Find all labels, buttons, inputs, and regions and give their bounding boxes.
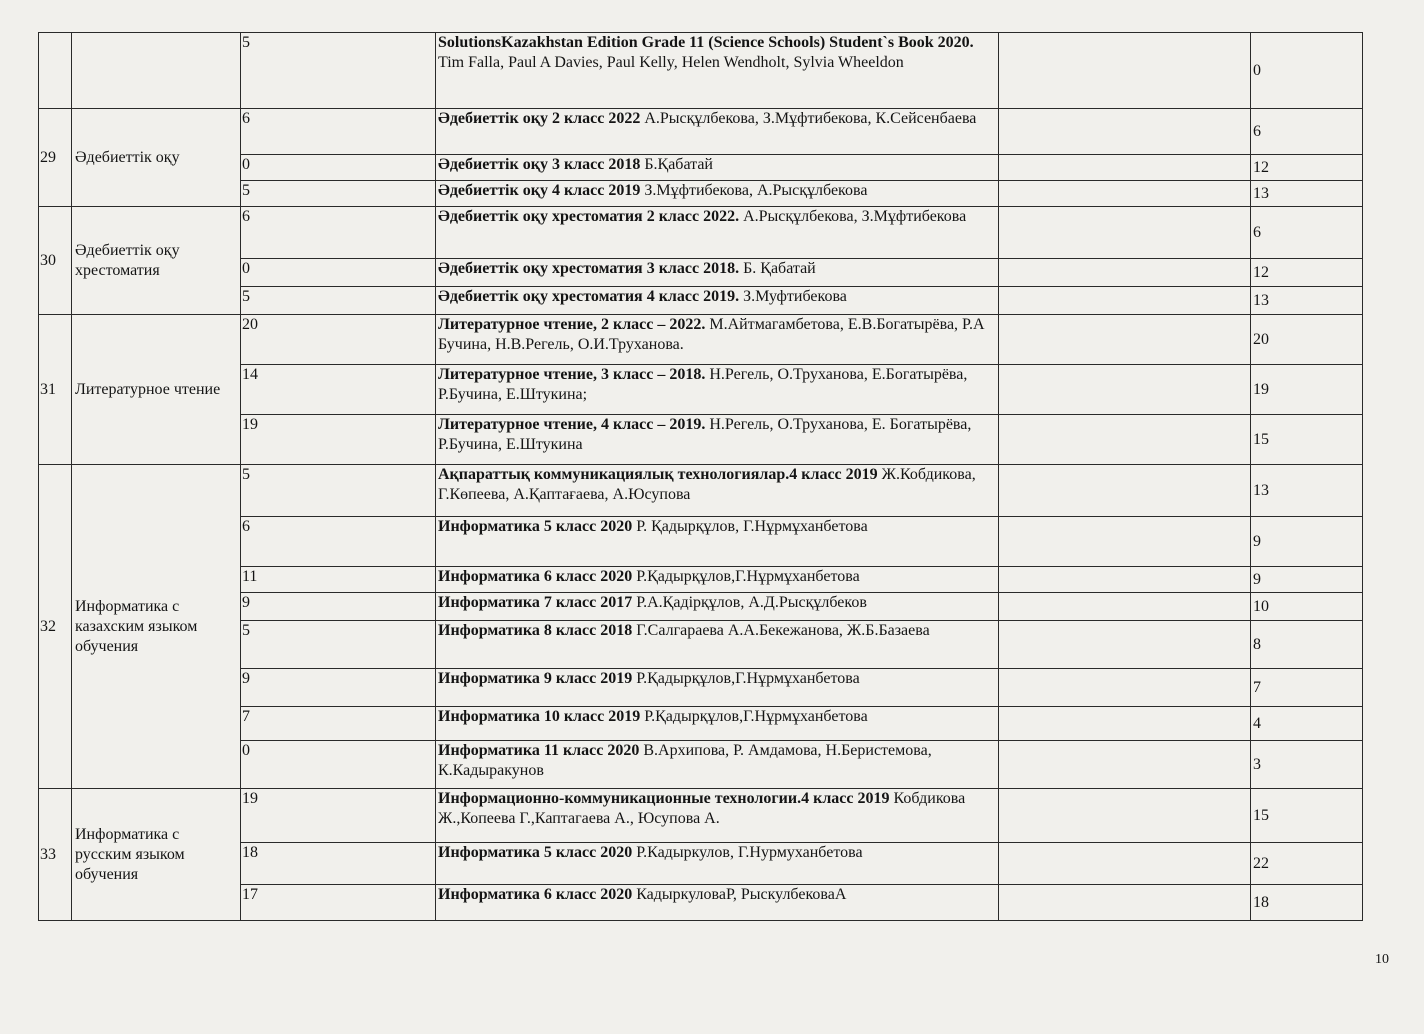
- book-authors: З.Муфтибекова: [739, 288, 847, 305]
- empty-cell: [999, 669, 1251, 707]
- quantity-cell: 9: [241, 669, 436, 707]
- quantity-cell: 9: [241, 593, 436, 621]
- book-title: Информатика 5 класс 2020: [438, 518, 633, 535]
- book-authors: М.Айтмагамбетова, Е.В.Богатырёва, Р.А Бучина, Н.В.Регель, О.И.Труханова.: [438, 316, 985, 353]
- book-title: Информатика 6 класс 2020: [438, 568, 633, 585]
- quantity-cell: 11: [241, 567, 436, 593]
- quantity-cell: 20: [241, 315, 436, 365]
- book-authors: Р.Қадырқұлов,Г.Нұрмұханбетова: [640, 708, 868, 725]
- total-cell: 22: [1251, 843, 1363, 885]
- total-cell: 7: [1251, 669, 1363, 707]
- book-title: Информатика 10 класс 2019: [438, 708, 641, 725]
- subject-cell: Литературное чтение: [72, 315, 241, 465]
- total-cell: 15: [1251, 789, 1363, 843]
- page-number: 10: [1375, 952, 1389, 967]
- book-authors: Tim Falla, Paul A Davies, Paul Kelly, Helen Wendholt, Sylvia Wheeldon: [438, 54, 904, 71]
- book-authors: Ж.Кобдикова, Г.Көпеева, А.Қаптағаева, А.Юсупова: [438, 466, 976, 503]
- total-cell: 6: [1251, 109, 1363, 155]
- book-authors: З.Мұфтибекова, А.Рысқұлбекова: [640, 182, 868, 199]
- row-number-cell: [39, 33, 72, 109]
- empty-cell: [999, 287, 1251, 315]
- book-cell: [436, 517, 999, 567]
- quantity-cell: 19: [241, 415, 436, 465]
- book-cell: [436, 207, 999, 259]
- textbook-table: [38, 32, 1363, 921]
- quantity-cell: 18: [241, 843, 436, 885]
- book-title: Әдебиеттік оқу хрестоматия 4 класс 2019.: [438, 288, 740, 305]
- book-title: Литературное чтение, 3 класс – 2018.: [438, 366, 706, 383]
- table-row: [39, 315, 1363, 365]
- total-cell: 6: [1251, 207, 1363, 259]
- subject-cell: Әдебиеттік оқу хрестоматия: [72, 207, 241, 315]
- book-title: Әдебиеттік оқу хрестоматия 3 класс 2018.: [438, 260, 740, 277]
- empty-cell: [999, 33, 1251, 109]
- book-cell: [436, 315, 999, 365]
- total-cell: 19: [1251, 365, 1363, 415]
- book-title: Әдебиеттік оқу 2 класс 2022: [438, 110, 641, 127]
- book-authors: Н.Регель, О.Труханова, Е.Богатырёва, Р.Бучина, Е.Штукина;: [438, 366, 968, 403]
- empty-cell: [999, 621, 1251, 669]
- book-cell: [436, 789, 999, 843]
- total-cell: 13: [1251, 181, 1363, 207]
- empty-cell: [999, 109, 1251, 155]
- empty-cell: [999, 593, 1251, 621]
- row-number-cell: 30: [39, 207, 72, 315]
- total-cell: 12: [1251, 259, 1363, 287]
- book-cell: [436, 33, 999, 109]
- book-cell: [436, 109, 999, 155]
- book-cell: [436, 155, 999, 181]
- book-title: Информатика 6 класс 2020: [438, 886, 633, 903]
- empty-cell: [999, 365, 1251, 415]
- total-cell: 18: [1251, 885, 1363, 921]
- empty-cell: [999, 567, 1251, 593]
- quantity-cell: 5: [241, 33, 436, 109]
- book-authors: Б.Қабатай: [640, 156, 713, 173]
- book-title: Информатика 8 класс 2018: [438, 622, 633, 639]
- total-cell: 10: [1251, 593, 1363, 621]
- quantity-cell: 6: [241, 207, 436, 259]
- book-title: Әдебиеттік оқу 4 класс 2019: [438, 182, 641, 199]
- empty-cell: [999, 789, 1251, 843]
- book-title: Ақпараттық коммуникациялық технологиялар.4 класс 2019: [438, 466, 878, 483]
- total-cell: 3: [1251, 741, 1363, 789]
- quantity-cell: 5: [241, 621, 436, 669]
- total-cell: 12: [1251, 155, 1363, 181]
- quantity-cell: 5: [241, 465, 436, 517]
- book-cell: [436, 885, 999, 921]
- book-cell: [436, 181, 999, 207]
- quantity-cell: 17: [241, 885, 436, 921]
- total-cell: 9: [1251, 567, 1363, 593]
- book-cell: [436, 741, 999, 789]
- quantity-cell: 6: [241, 109, 436, 155]
- book-cell: [436, 287, 999, 315]
- book-authors: А.Рысқұлбекова, З.Мұфтибекова: [739, 208, 967, 225]
- book-authors: Р. Қадырқұлов, Г.Нұрмұханбетова: [632, 518, 868, 535]
- book-cell: [436, 465, 999, 517]
- total-cell: 13: [1251, 287, 1363, 315]
- book-authors: КадыркуловаР, РыскулбековаА: [632, 886, 847, 903]
- book-authors: А.Рысқұлбекова, З.Мұфтибекова, К.Сейсенбаева: [640, 110, 977, 127]
- subject-cell: Информатика с казахским языком обучения: [72, 465, 241, 789]
- quantity-cell: 19: [241, 789, 436, 843]
- total-cell: 9: [1251, 517, 1363, 567]
- quantity-cell: 0: [241, 259, 436, 287]
- total-cell: 4: [1251, 707, 1363, 741]
- subject-cell: Информатика с русским языком обучения: [72, 789, 241, 921]
- book-authors: Н.Регель, О.Труханова, Е. Богатырёва, Р.Бучина, Е.Штукина: [438, 416, 972, 453]
- empty-cell: [999, 885, 1251, 921]
- book-title: Информационно-коммуникационные технологии.4 класс 2019: [438, 790, 890, 807]
- table-row: [39, 789, 1363, 843]
- book-authors: Р.Кадыркулов, Г.Нурмуханбетова: [632, 844, 863, 861]
- book-title: Литературное чтение, 4 класс – 2019.: [438, 416, 706, 433]
- empty-cell: [999, 843, 1251, 885]
- book-authors: Г.Салгараева А.А.Бекежанова, Ж.Б.Базаева: [632, 622, 930, 639]
- book-authors: В.Архипова, Р. Амдамова, Н.Беристемова, К.Кадыракунов: [438, 742, 932, 779]
- quantity-cell: 0: [241, 155, 436, 181]
- row-number-cell: 33: [39, 789, 72, 921]
- book-authors: Кобдикова Ж.,Копеева Г.,Каптагаева А., Юсупова А.: [438, 790, 966, 827]
- empty-cell: [999, 517, 1251, 567]
- row-number-cell: 31: [39, 315, 72, 465]
- table-row: [39, 109, 1363, 155]
- empty-cell: [999, 155, 1251, 181]
- book-title: Әдебиеттік оқу хрестоматия 2 класс 2022.: [438, 208, 740, 225]
- total-cell: 13: [1251, 465, 1363, 517]
- book-cell: [436, 707, 999, 741]
- total-cell: 15: [1251, 415, 1363, 465]
- table-row: [39, 207, 1363, 259]
- total-cell: 0: [1251, 33, 1363, 109]
- empty-cell: [999, 415, 1251, 465]
- quantity-cell: 6: [241, 517, 436, 567]
- book-title: Информатика 9 класс 2019: [438, 670, 633, 687]
- total-cell: 20: [1251, 315, 1363, 365]
- book-authors: Р.А.Қадірқұлов, А.Д.Рысқұлбеков: [632, 594, 867, 611]
- empty-cell: [999, 259, 1251, 287]
- table-row: [39, 33, 1363, 109]
- table-body: [39, 33, 1363, 921]
- empty-cell: [999, 315, 1251, 365]
- quantity-cell: 7: [241, 707, 436, 741]
- book-authors: Б. Қабатай: [739, 260, 816, 277]
- book-cell: [436, 567, 999, 593]
- book-title: Информатика 5 класс 2020: [438, 844, 633, 861]
- book-title: Литературное чтение, 2 класс – 2022.: [438, 316, 706, 333]
- book-title: Әдебиеттік оқу 3 класс 2018: [438, 156, 641, 173]
- book-cell: [436, 669, 999, 707]
- book-authors: Р.Қадырқұлов,Г.Нұрмұханбетова: [632, 568, 860, 585]
- subject-cell: [72, 33, 241, 109]
- quantity-cell: 0: [241, 741, 436, 789]
- empty-cell: [999, 181, 1251, 207]
- book-cell: [436, 415, 999, 465]
- book-title: SolutionsKazakhstan Edition Grade 11 (Science Schools) Student`s Book 2020.: [438, 34, 974, 51]
- empty-cell: [999, 207, 1251, 259]
- quantity-cell: 5: [241, 287, 436, 315]
- book-cell: [436, 621, 999, 669]
- quantity-cell: 14: [241, 365, 436, 415]
- empty-cell: [999, 465, 1251, 517]
- book-title: Информатика 7 класс 2017: [438, 594, 633, 611]
- book-authors: Р.Қадырқұлов,Г.Нұрмұханбетова: [632, 670, 860, 687]
- book-title: Информатика 11 класс 2020: [438, 742, 640, 759]
- empty-cell: [999, 741, 1251, 789]
- book-cell: [436, 593, 999, 621]
- row-number-cell: 32: [39, 465, 72, 789]
- total-cell: 8: [1251, 621, 1363, 669]
- row-number-cell: 29: [39, 109, 72, 207]
- book-cell: [436, 365, 999, 415]
- empty-cell: [999, 707, 1251, 741]
- quantity-cell: 5: [241, 181, 436, 207]
- book-cell: [436, 843, 999, 885]
- table-row: [39, 465, 1363, 517]
- book-cell: [436, 259, 999, 287]
- subject-cell: Әдебиеттік оқу: [72, 109, 241, 207]
